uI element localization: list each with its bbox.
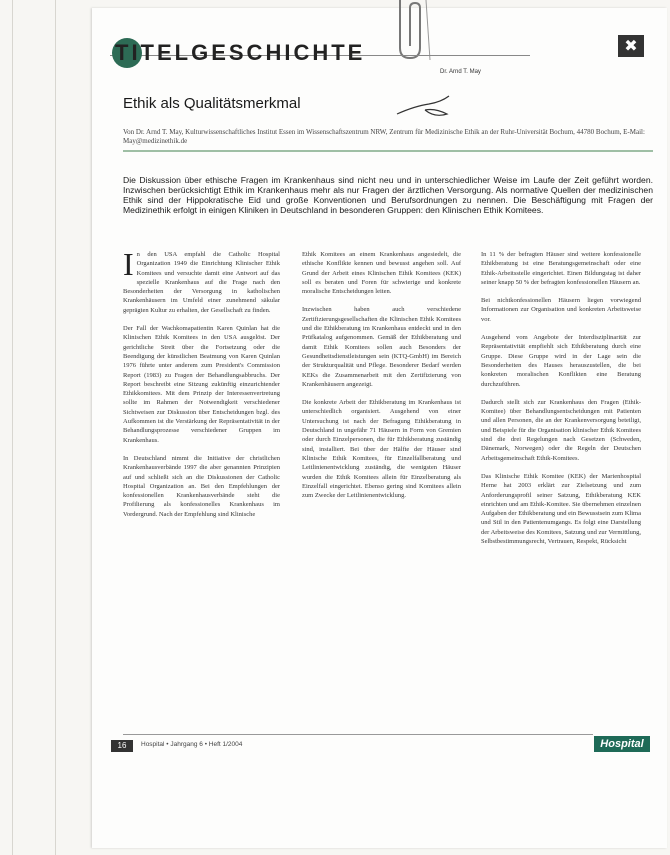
text-column-3 xyxy=(481,250,641,555)
paragraph: Ausgehend vom Angebote der Interdisziplinarität zur Repräsentativität empfiehlt sich Ethikberatung durch eine Gruppe. Diese Gruppe wird in der Lage sein die Besonderheiten des Hauses herauszustellen, die bei konkreten moralischen Konflikten eine Beratung durchzuführen. xyxy=(481,334,641,388)
lead-paragraph: Die Diskussion über ethische Fragen im Krankenhaus sind nicht neu und in unterschiedlicher Weise im Laufe der Zeit geführt worden. Inzwischen berücksichtigt Ethik im Krankenhaus mehr als nur Fragen der ärztlichen Versorgung. Als normative Quellen der medizinischen Ethik sind der Hippokratische Eid und große Konventionen und Berufsordnungen zu nennen. Die Beschäftigung mit Fragen der Medizinethik erfolgt in einigen Kliniken in Deutschland in besonderen Gruppen: den Klinischen Ethik Komitees. xyxy=(123,175,653,215)
header-author: Dr. Arnd T. May xyxy=(440,69,481,75)
flag-icon: ✖ xyxy=(618,35,644,57)
divider xyxy=(123,150,653,152)
paragraph: Dadurch stellt sich zur Krankenhaus den Fragen (Ethik-Komitee) über Behandlungsentscheidungen mit Patienten und allen Personen, die an der Krankenversorgung beteiligt, und Beispiele für die Organisation klinischer Ethik Komitees sind die drei Regelungen nach Gesetzen (Schweden, Dänemark, Norwegen) oder die Regeln der Deutschen Arbeitsgemeinschaft Ethik-Komitees. xyxy=(481,398,641,462)
text-column-2 xyxy=(302,250,461,509)
drop-cap: I xyxy=(123,246,134,282)
paragraph: In Deutschland nimmt die Initiative der christlichen Krankenhausverbände 1997 die aber genannten Prinzipien auf und schließt sich an die Diskussionen der Catholic Hospital Organization an. Bei den Empfehlungen der konfessionellen Krankenhausverbände steht die Profilierung als konfessionelles Krankenhaus im Vordergrund. Nach der Empfehlung sind Klinische xyxy=(123,454,280,518)
paperclip-icon xyxy=(390,0,438,62)
journal-citation: Hospital • Jahrgang 6 • Heft 1/2004 xyxy=(141,741,243,748)
author-affiliation: Von Dr. Arnd T. May, Kulturwissenschaftliches Institut Essen im Wissenschaftszentrum NRW, Zentrum für Medizinische Ethik an der Ruhr-Universität Bochum, 44780 Bochum, E-Mail: May@medizinethik.de xyxy=(123,128,645,145)
scan-ruling-line xyxy=(55,0,56,855)
paragraph: Das Klinische Ethik Komitee (KEK) der Marienhospital Herne hat 2003 erklärt zur Zielsetzung und zum Anforderungsprofil seiner Satzung, Ethikberatung KEK einrichten und am Ethik-Komitee. Sie übernehmen einzelnen Aufgaben der Ethikberatung und ein Bewusstsein zum Klima und Stil in den Patientenumgangs. Es folgt eine Darstellung der Arbeitsweise des Komitees, Satzung und zur Vermittlung, Selbstbestimmungsrecht, Vertrauen, Respekt, Rücksicht xyxy=(481,472,642,546)
pencil-mark-icon xyxy=(395,92,455,122)
footer-rule xyxy=(123,734,593,735)
paragraph: In 11 % der befragten Häuser sind weitere konfessionelle Ethikberatung ist eine Beratungsgemeinschaft oder eine Ethik-Arbeitsstelle eingerichtet. Einen Bildungstag ist daher seiner knapp 50 % der befragten konfessionellen Häusern an. xyxy=(481,251,641,286)
scan-ruling-line xyxy=(12,0,13,855)
paragraph: In den USA empfahl die Catholic Hospital Organization 1949 die Einrichtung Klinischer Ethik Komitees und versuchte damit eine Antwort auf das spezielle Krankenhaus auf die Frage nach den Besonderheiten der Versorgung in katholischen Krankenhäusern im Umfeld einer zunehmend säkular geprägten Kultur zu erhalten, der Gesellschaft zu finden. xyxy=(123,246,280,314)
paragraph: Bei nichtkonfessionellen Häusern liegen vorwiegend Informationen zur Organisation und konkreten Arbeitsweise vor. xyxy=(481,297,641,323)
article-title: Ethik als Qualitätsmerkmal xyxy=(123,95,301,112)
paragraph: Der Fall der Wachkomapatientin Karen Quinlan hat die Klinischen Ethik Komitees in den USA ausgelöst. Der gerichtliche Streit über die Fortsetzung oder die Beendigung der künstlichen Beatmung von Karen Quinlan 1976 führte unter anderem zum President's Commission Report (1983) zu Fragen der Behandlungsabbruchs. Der Report beschreibt eine Sitzung zukünftig einzurichtender Ethikkomitees. Mit dem Prinzip der Interessenvertretung sollte im Rahmen der Notwendigkeit verschiedener Sichtweisen zur Diskussion über Entscheidungen bzgl. des Aufkommen ist die Verstärkung der Repräsentativität in der Behandlungsprozesse verschiedener Gruppen im Krankenhaus. xyxy=(123,325,280,444)
paragraph: Inzwischen haben auch verschiedene Zertifizierungsgesellschaften die Klinischen Ethik Komitees und die Ethikberatung im Krankenhaus entdeckt und in den Prüfkatalog aufgenommen. Gemäß der Ethikberatung und damit Ethik Komitees sollen auch Besonders der Gesundheitsdienstleistungen sein (KTQ-GmbH) im Bereich der Strukturqualität und Pflege. Besonderer Bedarf werden KEKs die Zusammenarbeit mit den Zertifizierung von Krankenhäusern angezeigt. xyxy=(302,306,461,388)
page-number: 16 xyxy=(111,740,133,752)
journal-logo: Hospital xyxy=(594,736,650,752)
text-column-1 xyxy=(123,246,280,528)
section-title: TITELGESCHICHTE xyxy=(115,40,366,65)
paragraph: Ethik Komitees an einem Krankenhaus angesiedelt, die ethische Konflikte kennen und bewusst angehen soll. Auf Grund der Arbeit eines Klinischen Ethik Komitees (KEK) soll es beraten und Foren für schwierige und konkrete moralische Entscheidungen leiten. xyxy=(302,251,461,296)
paragraph: Die konkrete Arbeit der Ethikberatung im Krankenhaus ist unterschiedlich organisiert. Ausgehend von einer Untersuchung ist nach der Befragung Ethikberatung in Deutschland in ungefähr 71 Häusern in Form von Gremien oder durch Einzelpersonen, die für Ethikberatung zuständig sind, installiert. Bei über der Hälfte der Häuser sind Klinische Ethik Komitees, für Einzelfallberatung und Leitlinienentwicklung zuständig, die wenigsten Häuser wurden die Ethik Komitees allein für Einzelberatung als Einzelfall eingerichtet. Ebenso gering sind Komitees allein zum Zwecke der Leitlinienentwicklung. xyxy=(302,399,461,500)
